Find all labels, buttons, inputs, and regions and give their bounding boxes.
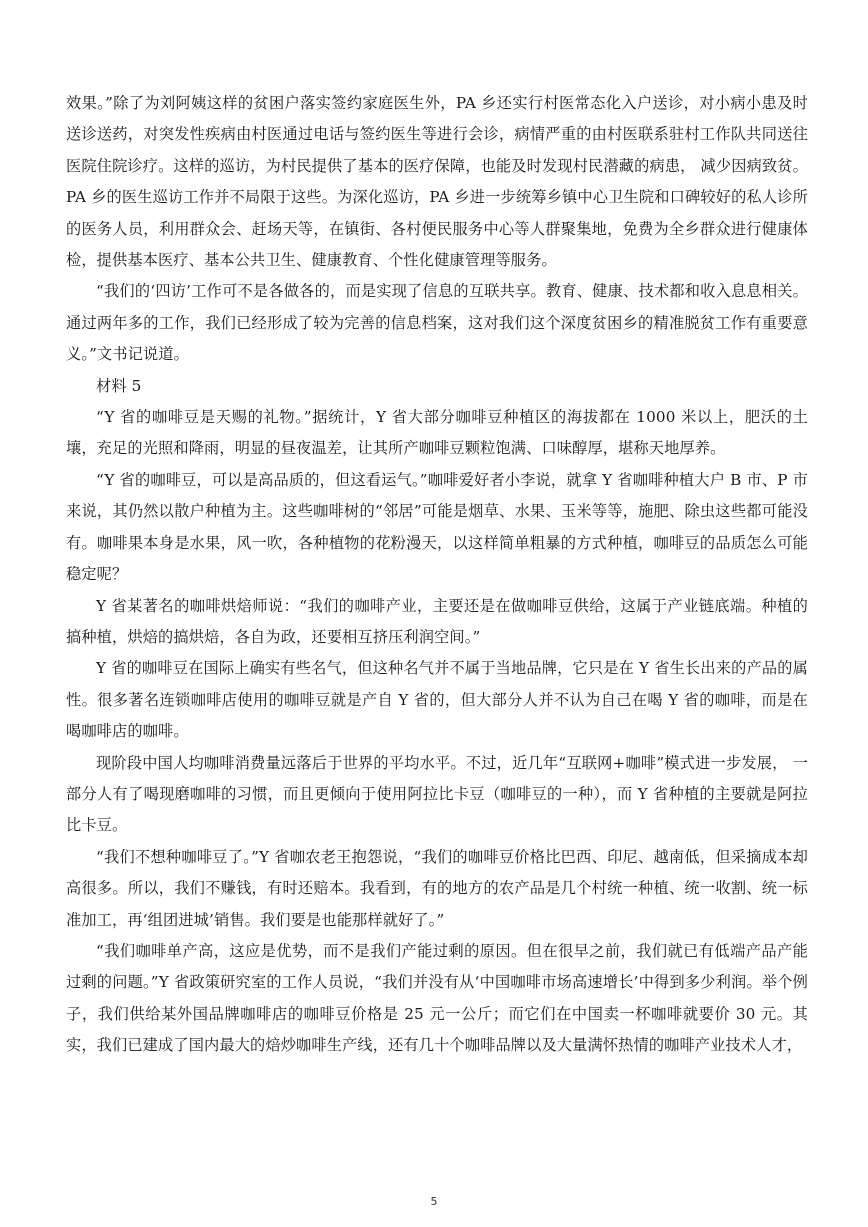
document-body xyxy=(66,88,808,1062)
paragraph-3: “Y 省的咖啡豆是天赐的礼物。”据统计，Y 省大部分咖啡豆种植区的海拔都在 1000 米以上，肥沃的土壤，充足的光照和降雨，明显的昼夜温差，让其所产咖啡豆颗粒饱满、口味醇厚，堪称天地厚养。 xyxy=(66,408,808,458)
paragraph-1: 效果。”除了为刘阿姨这样的贫困户落实签约家庭医生外，PA 乡还实行村医常态化入户送诊，对小病小患及时送诊送药，对突发性疾病由村医通过电话与签约医生等进行会诊，病情严重的由村医联系驻村工作队共同送往医院住院诊疗。这样的巡访，为村民提供了基本的医疗保障，也能及时发现村民潜藏的病患， 减少因病致贫。PA 乡的医生巡访工作并不局限于这些。为深化巡访，PA 乡进一步统筹乡镇中心卫生院和口碑较好的私人诊所的医务人员，利用群众会、赶场天等，在镇街、各村便民服务中心等人群聚集地，免费为全乡群众进行健康体检，提供基本医疗、基本公共卫生、健康教育、个性化健康管理等服务。 xyxy=(66,94,808,270)
paragraph-6: Y 省的咖啡豆在国际上确实有些名气，但这种名气并不属于当地品牌，它只是在 Y 省生长出来的产品的属性。很多著名连锁咖啡店使用的咖啡豆就是产自 Y 省的，但大部分人并不认为自己在喝 Y 省的咖啡，而是在喝咖啡店的咖啡。 xyxy=(66,659,808,741)
paragraph-2: “我们的‘四访’工作可不是各做各的，而是实现了信息的互联共享。教育、健康、技术都和收入息息相关。通过两年多的工作，我们已经形成了较为完善的信息档案，这对我们这个深度贫困乡的精准脱贫工作有重要意义。”文书记说道。 xyxy=(66,282,808,364)
paragraph-7: 现阶段中国人均咖啡消费量远落后于世界的平均水平。不过，近几年“互联网+咖啡”模式进一步发展， 一部分人有了喝现磨咖啡的习惯，而且更倾向于使用阿拉比卡豆（咖啡豆的一种），而 Y 省种植的主要就是阿拉比卡豆。 xyxy=(66,753,808,835)
paragraph-8: “我们不想种咖啡豆了。”Y 省咖农老王抱怨说，“我们的咖啡豆价格比巴西、印尼、越南低，但采摘成本却高很多。所以，我们不赚钱，有时还赔本。我看到，有的地方的农产品是几个村统一种植、统一收割、统一标准加工，再‘组团进城’销售。我们要是也能那样就好了。” xyxy=(66,847,808,929)
page-number: 5 xyxy=(430,1195,438,1208)
paragraph-9: “我们咖啡单产高，这应是优势，而不是我们产能过剩的原因。但在很早之前，我们就已有低端产品产能过剩的问题。”Y 省政策研究室的工作人员说，“我们并没有从‘中国咖啡市场高速增长’中得到多少利润。举个例子，我们供给某外国品牌咖啡店的咖啡豆价格是 25 元一公斤；而它们在中国卖一杯咖啡就要价 30 元。其实，我们已建成了国内最大的焙炒咖啡生产线，还有几十个咖啡品牌以及大量满怀热情的咖啡产业技术人才， xyxy=(66,941,808,1055)
paragraph-4: “Y 省的咖啡豆，可以是高品质的，但这看运气。”咖啡爱好者小李说，就拿 Y 省咖啡种植大户 B 市、P 市来说，其仍然以散户种植为主。这些咖啡树的“邻居”可能是烟草、水果、玉米等等，施肥、除虫这些都可能没有。咖啡果本身是水果，风一吹，各种植物的花粉漫天，以这样简单粗暴的方式种植，咖啡豆的品质怎么可能稳定呢？ xyxy=(66,470,808,584)
paragraph-5: Y 省某著名的咖啡烘焙师说：“我们的咖啡产业，主要还是在做咖啡豆供给，这属于产业链底端。种植的搞种植，烘焙的搞烘焙，各自为政，还要相互挤压利润空间。” xyxy=(66,596,808,646)
section-heading: 材料 5 xyxy=(96,376,142,395)
